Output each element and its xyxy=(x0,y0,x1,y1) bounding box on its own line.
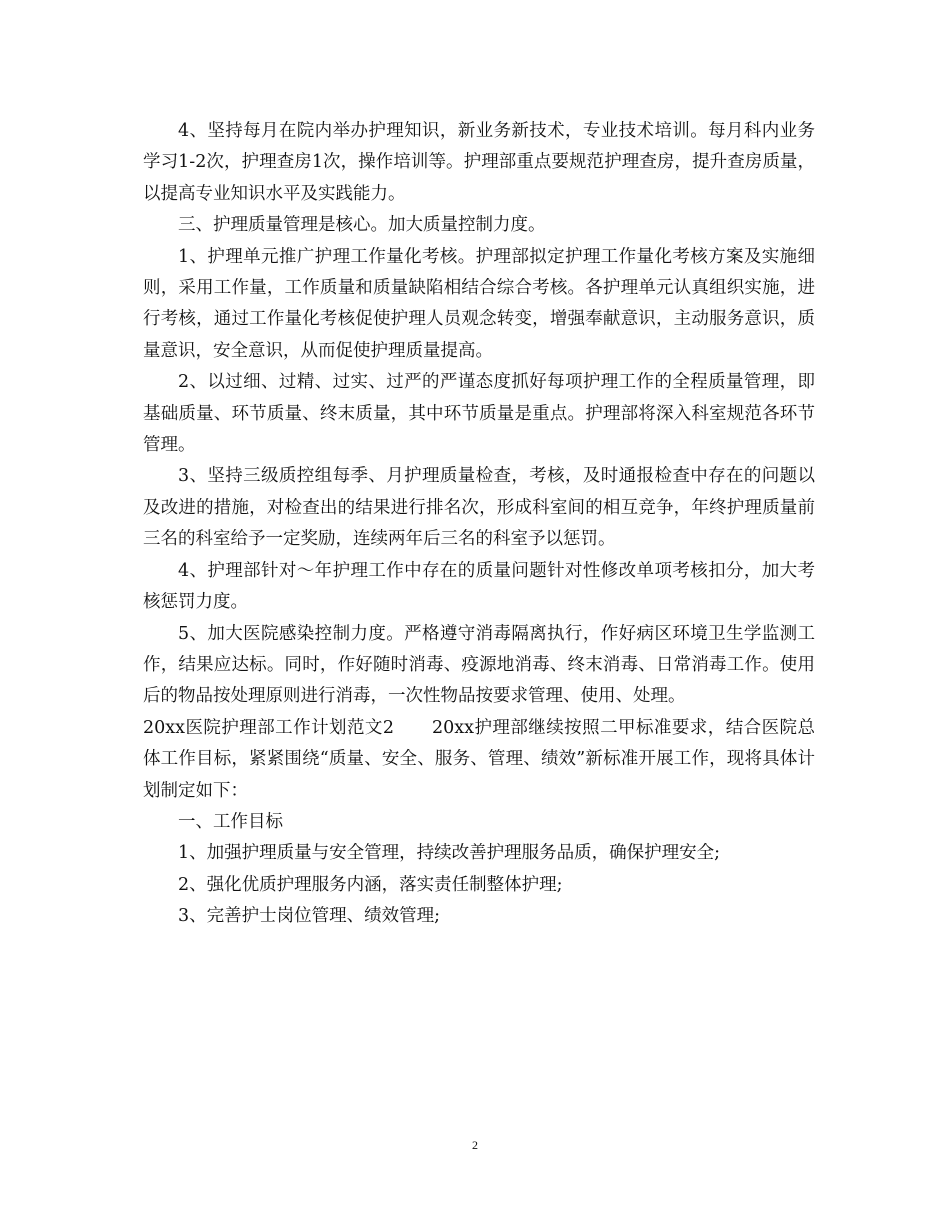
goal-item: 3、完善护士岗位管理、绩效管理; xyxy=(178,906,441,927)
goal-item: 1、加强护理质量与安全管理，持续改善护理服务品质，确保护理安全; xyxy=(178,843,721,864)
paragraph-section-intro xyxy=(143,713,815,807)
paragraph-three-level-control: 3、坚持三级质控组每季、月护理质量检查，考核，及时通报检查中存在的问题以及改进的措施，对检查出的结果进行排名次，形成科室间的相互竞争，年终护理质量前三名的科室给予一定奖励，连续两年后三名的科室予以惩罚。 xyxy=(143,466,815,550)
heading-quality-management: 三、护理质量管理是核心。加大质量控制力度。 xyxy=(178,215,546,236)
paragraph-infection-control: 5、加大医院感染控制力度。严格遵守消毒隔离执行，作好病区环境卫生学监测工作，结果应达标。同时，作好随时消毒、疫源地消毒、终末消毒、日常消毒工作。使用后的物品按处理原则进行消毒，一次性物品按要求管理、使用、处理。 xyxy=(143,623,815,707)
section-title: 20xx医院护理部工作计划范文2 xyxy=(143,717,394,738)
paragraph-training: 4、坚持每月在院内举办护理知识，新业务新技术，专业技术培训。每月科内业务学习1-2次，护理查房1次，操作培训等。护理部重点要规范护理查房，提升查房质量，以提高专业知识水平及实践能力。 xyxy=(143,121,815,204)
document-body xyxy=(143,116,815,933)
paragraph-quantified-assessment: 1、护理单元推广护理工作量化考核。护理部拟定护理工作量化考核方案及实施细则，采用工作量，工作质量和质量缺陷相结合综合考核。各护理单元认真组织实施，进行考核，通过工作量化考核促使护理人员观念转变，增强奉献意识，主动服务意识，质量意识，安全意识，从而促使护理质量提高。 xyxy=(143,246,815,361)
paragraph-full-process-quality: 2、以过细、过精、过实、过严的严谨态度抓好每项护理工作的全程质量管理，即基础质量、环节质量、终末质量，其中环节质量是重点。护理部将深入科室规范各环节管理。 xyxy=(143,372,815,456)
goal-item: 2、强化优质护理服务内涵，落实责任制整体护理; xyxy=(178,874,563,895)
paragraph-penalty-adjustment: 4、护理部针对～年护理工作中存在的质量问题针对性修改单项考核扣分，加大考核惩罚力度。 xyxy=(143,560,815,613)
heading-work-goals: 一、工作目标 xyxy=(178,811,283,832)
page-number: 2 xyxy=(472,1138,478,1152)
section-intro-text: 20xx护理部继续按照二甲标准要求，结合医院总体工作目标，紧紧围绕“质量、安全、服务、管理、绩效”新标准开展工作，现将具体计划制定如下： xyxy=(143,717,815,801)
